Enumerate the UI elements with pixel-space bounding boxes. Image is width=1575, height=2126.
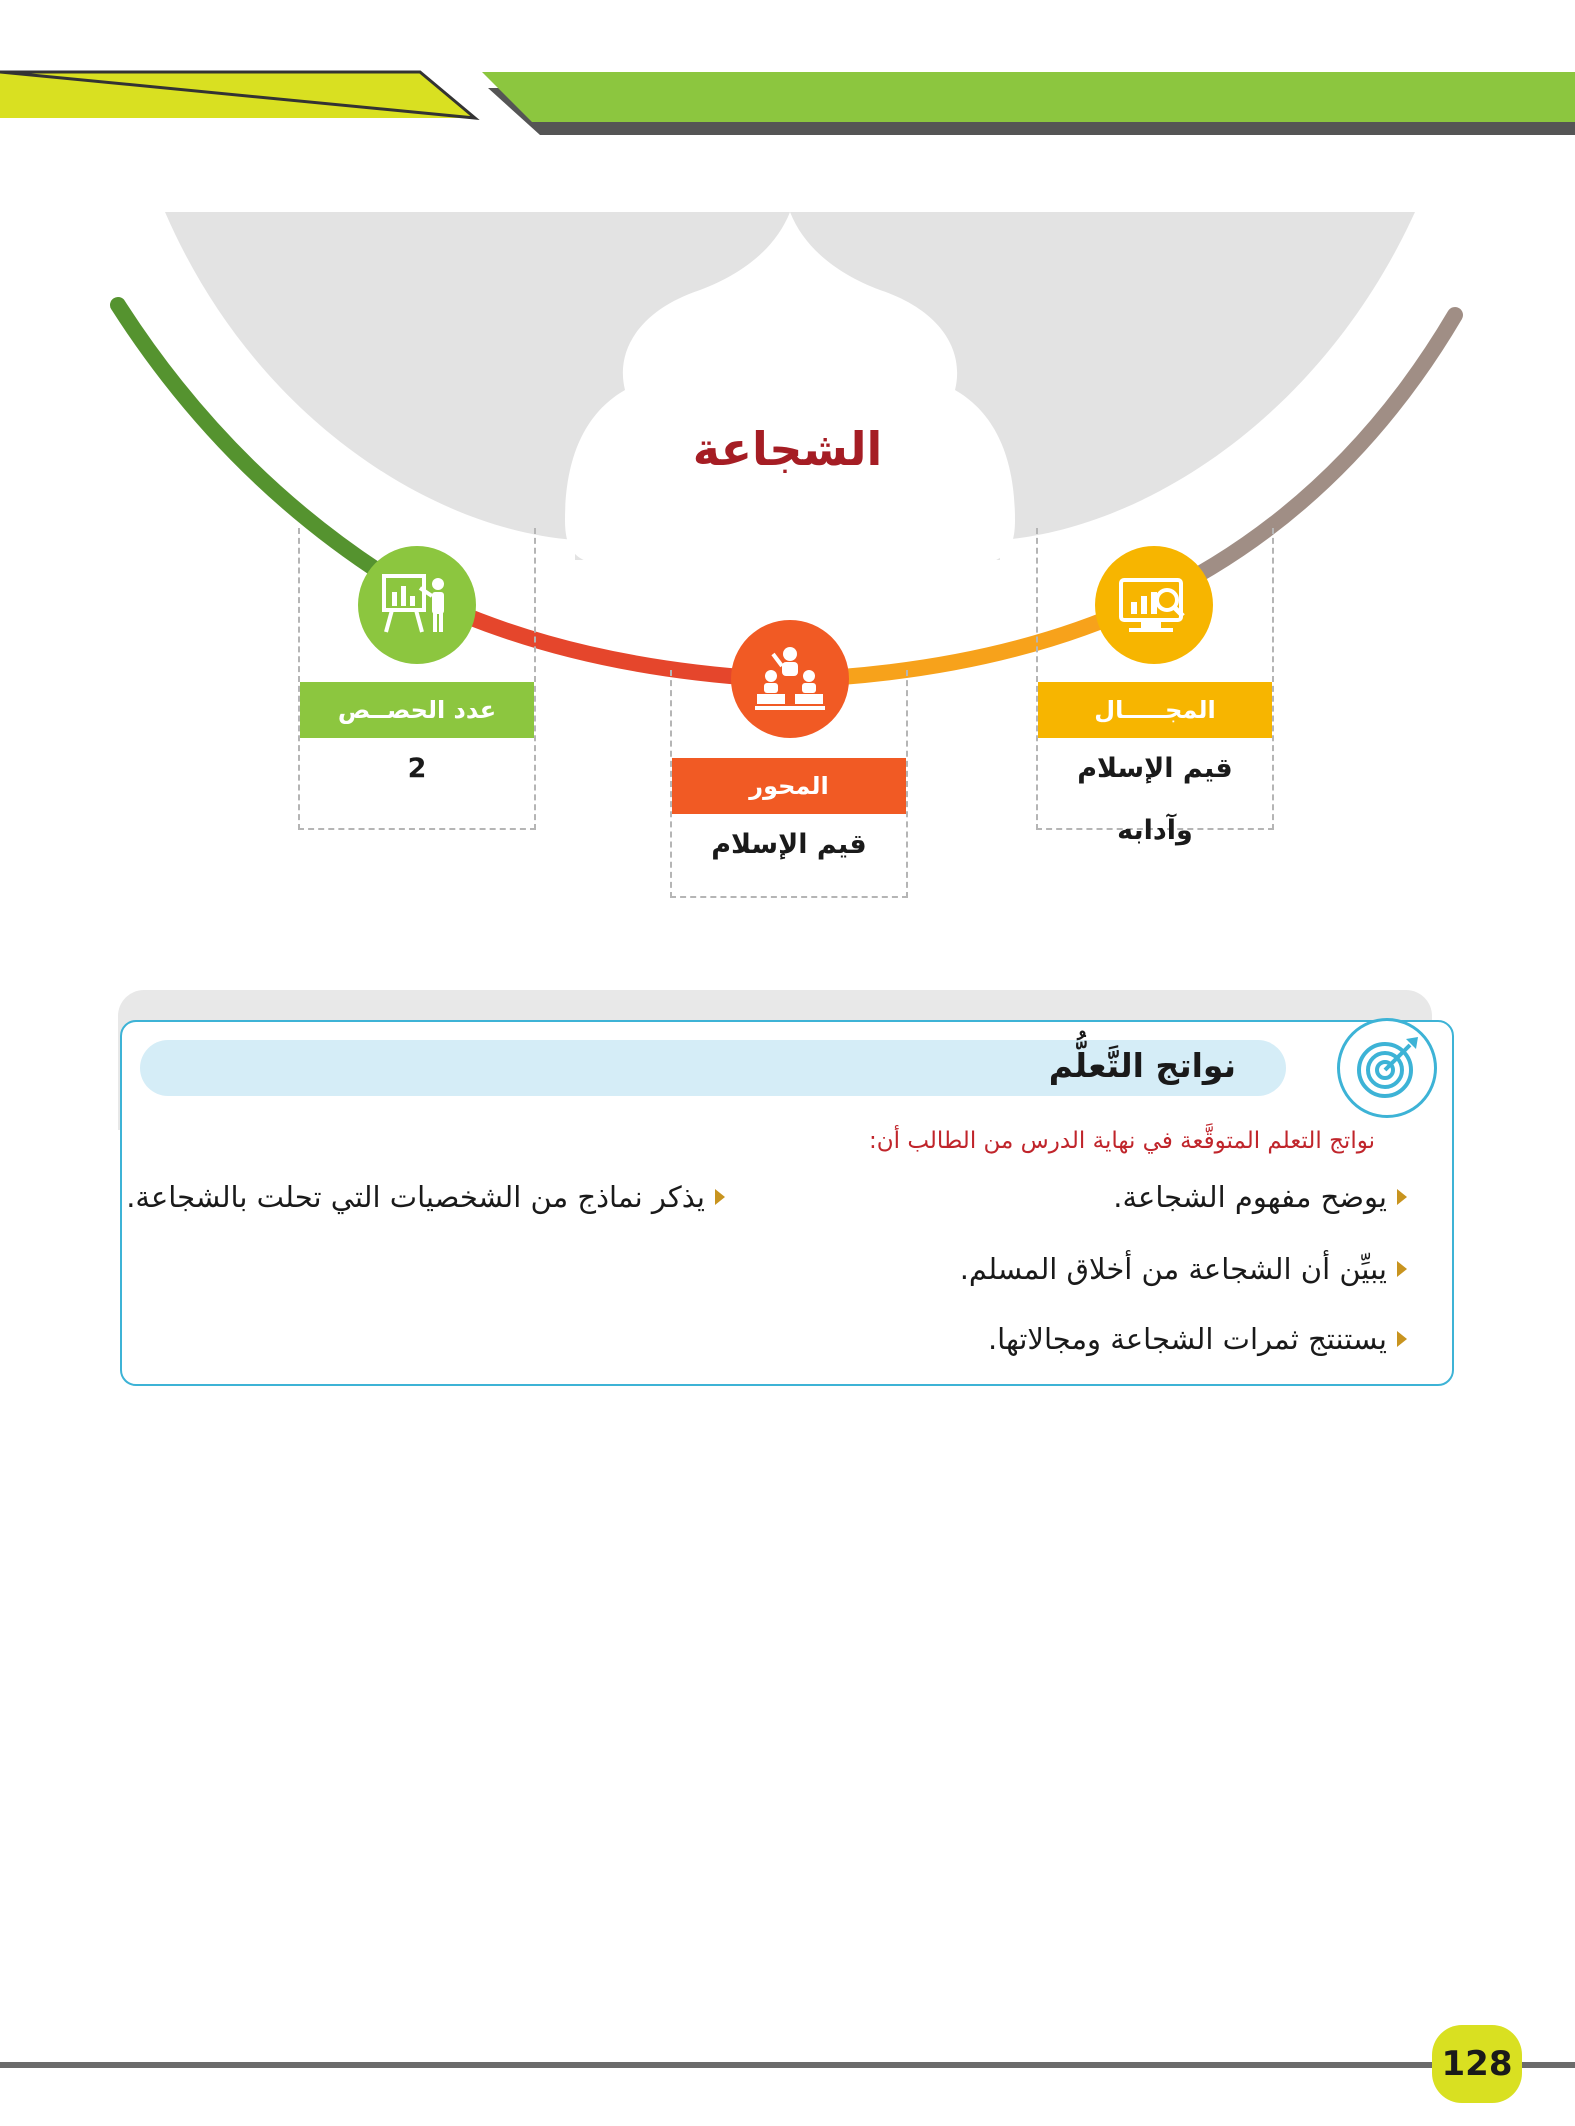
outcome-text: يوضح مفهوم الشجاعة. (1113, 1180, 1387, 1214)
outcomes-intro: نواتج التعلم المتوقَّعة في نهاية الدرس من الطالب أن: (869, 1128, 1375, 1154)
footer-line (0, 2062, 1575, 2068)
axis-label: المحور (672, 758, 906, 814)
lesson-title: الشجاعة (692, 422, 883, 476)
bullet-icon (1397, 1189, 1407, 1205)
outcomes-header (140, 1040, 1286, 1096)
outcome-item (960, 1252, 1407, 1286)
domain-label: المجـــــال (1038, 682, 1272, 738)
bullet-icon (1397, 1261, 1407, 1277)
sessions-label: عدد الحصــص (300, 682, 534, 738)
axis-value: قيم الإسلام (711, 829, 867, 860)
outcome-item (1113, 1180, 1407, 1214)
bullet-icon (715, 1189, 725, 1205)
outcome-text: يذكر نماذج من الشخصيات التي تحلت بالشجاعة. (126, 1180, 705, 1214)
outcome-item (126, 1180, 725, 1214)
sessions-value: 2 (407, 753, 427, 784)
monitor-chart-search-icon (1095, 546, 1213, 664)
target-icon (1337, 1018, 1437, 1118)
header-band (0, 0, 1575, 140)
group-meeting-icon (731, 620, 849, 738)
outcome-text: يبيِّن أن الشجاعة من أخلاق المسلم. (959, 1252, 1387, 1286)
presentation-board-icon (358, 546, 476, 664)
outcomes-title: نواتج التَّعلُّم (1048, 1046, 1236, 1085)
outcome-item (988, 1322, 1407, 1356)
outcome-text: يستنتج ثمرات الشجاعة ومجالاتها. (987, 1322, 1387, 1356)
page-number: 128 (1432, 2025, 1522, 2103)
bullet-icon (1397, 1331, 1407, 1347)
domain-value: قيم الإسلام وآدابه (1077, 753, 1233, 846)
